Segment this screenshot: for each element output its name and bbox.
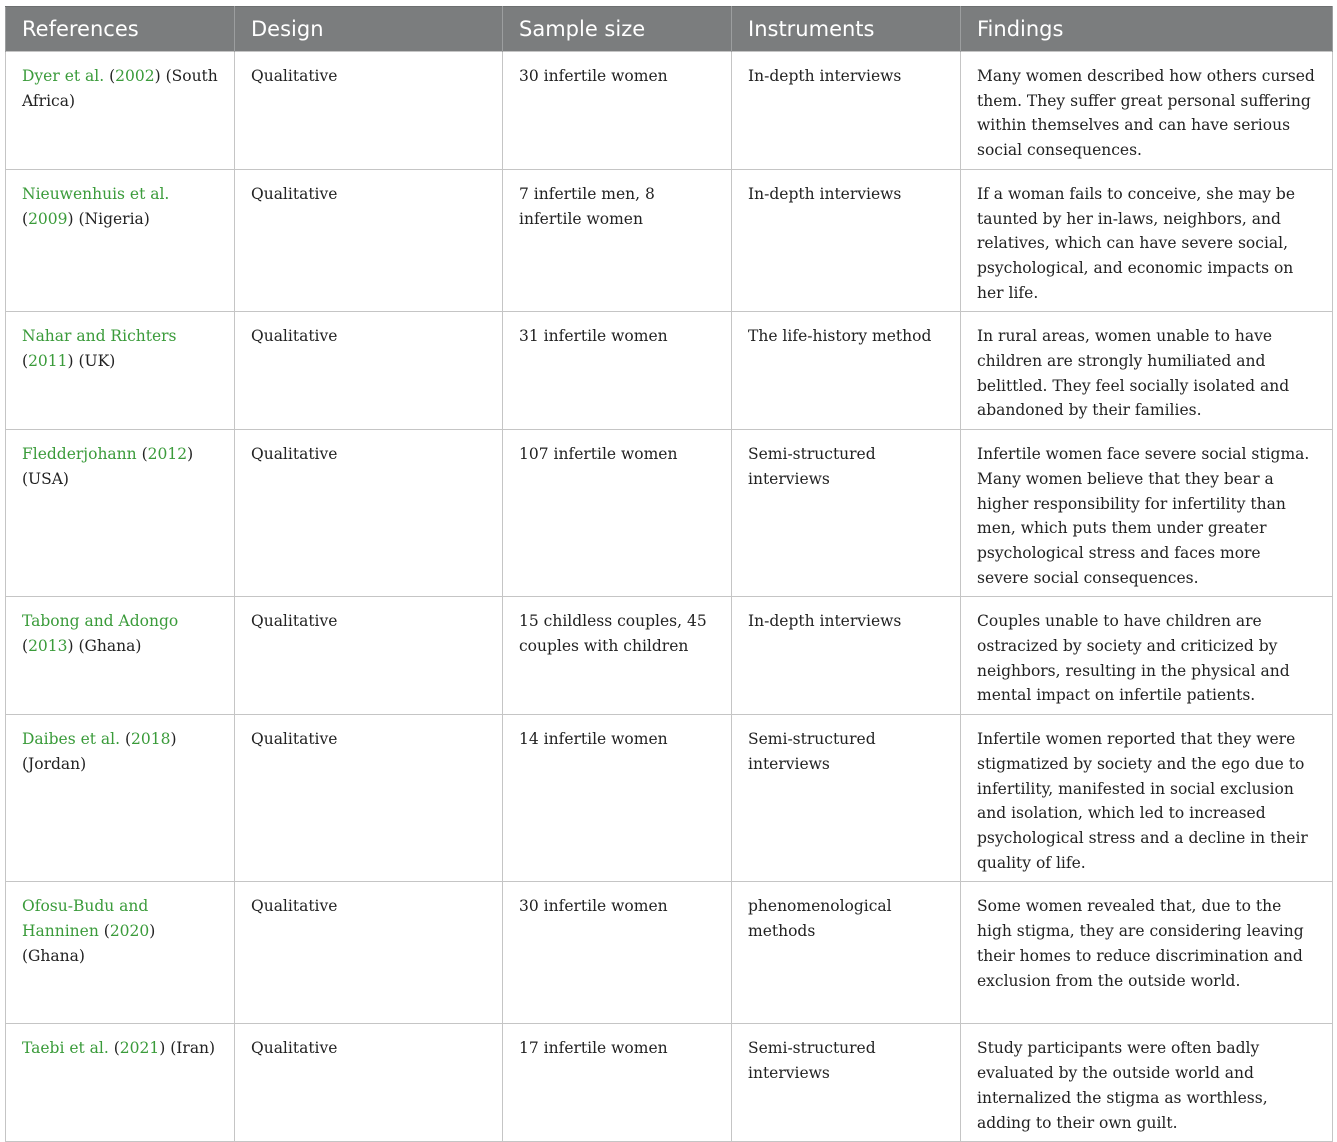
citation-year-link[interactable]: 2021	[119, 1039, 160, 1058]
citation-authors-link[interactable]: Nieuwenhuis et al.	[22, 184, 170, 203]
study-location: (UK)	[78, 352, 116, 371]
findings-cell: Infertile women reported that they were stigmatized by society and the ego due to infertility, manifested in social exclusion and isolation, which led to increased psychological stress and a decline in their quality of life.	[961, 715, 1333, 882]
header-references: References	[6, 7, 235, 52]
design-cell: Qualitative	[235, 52, 503, 170]
study-location: (Ghana)	[22, 946, 85, 965]
findings-cell: If a woman fails to conceive, she may be taunted by her in-laws, neighbors, and relatives, which can have severe social, psychological, and economic impacts on her life.	[961, 169, 1333, 312]
reference-cell: Tabong and Adongo (2013) (Ghana)	[6, 597, 235, 715]
study-location: (Iran)	[170, 1039, 216, 1058]
sample-size-cell: 31 infertile women	[503, 312, 732, 430]
reference-cell: Taebi et al. (2021) (Iran)	[6, 1024, 235, 1142]
study-location: (Jordan)	[22, 754, 87, 773]
header-findings: Findings	[961, 7, 1333, 52]
study-location: (South Africa)	[22, 67, 218, 110]
instrument-cell: The life-history method	[732, 312, 961, 430]
design-cell: Qualitative	[235, 169, 503, 312]
citation-year-link[interactable]: 2018	[131, 730, 171, 749]
header-row	[6, 7, 1333, 52]
findings-cell: Infertile women face severe social stigma. Many women believe that they bear a higher responsibility for infertility than men, which puts them under greater psychological stress and faces more severe social consequences.	[961, 430, 1333, 597]
table-row	[6, 312, 1333, 430]
instrument-cell: Semi-structured interviews	[732, 1024, 961, 1142]
table-row	[6, 52, 1333, 170]
table-row	[6, 597, 1333, 715]
table-row	[6, 882, 1333, 1024]
table-row	[6, 430, 1333, 597]
citation-authors-link[interactable]: Taebi et al.	[22, 1039, 109, 1058]
design-cell: Qualitative	[235, 597, 503, 715]
reference-cell: Nahar and Richters (2011) (UK)	[6, 312, 235, 430]
header-design: Design	[235, 7, 503, 52]
findings-cell: In rural areas, women unable to have children are strongly humiliated and belittled. They feel socially isolated and abandoned by their families.	[961, 312, 1333, 430]
citation-authors-link[interactable]: Tabong and Adongo	[22, 612, 179, 631]
reference-cell: Daibes et al. (2018) (Jordan)	[6, 715, 235, 882]
reference-cell: Dyer et al. (2002) (South Africa)	[6, 52, 235, 170]
citation-year-link[interactable]: 2013	[28, 637, 68, 656]
citation-year-link[interactable]: 2011	[28, 352, 68, 371]
design-cell: Qualitative	[235, 312, 503, 430]
instrument-cell: Semi-structured interviews	[732, 715, 961, 882]
sample-size-cell: 17 infertile women	[503, 1024, 732, 1142]
design-cell: Qualitative	[235, 715, 503, 882]
sample-size-cell: 30 infertile women	[503, 52, 732, 170]
sample-size-cell: 15 childless couples, 45 couples with children	[503, 597, 732, 715]
findings-cell: Couples unable to have children are ostracized by society and criticized by neighbors, resulting in the physical and mental impact on infertile patients.	[961, 597, 1333, 715]
citation-authors-link[interactable]: Ofosu-Budu and Hanninen	[22, 897, 149, 941]
sample-size-cell: 107 infertile women	[503, 430, 732, 597]
reference-cell: Ofosu-Budu and Hanninen (2020) (Ghana)	[6, 882, 235, 1024]
instrument-cell: Semi-structured interviews	[732, 430, 961, 597]
table-row	[6, 1024, 1333, 1142]
citation-year-link[interactable]: 2009	[28, 209, 68, 228]
instrument-cell: In-depth interviews	[732, 52, 961, 170]
sample-size-cell: 14 infertile women	[503, 715, 732, 882]
citation-authors-link[interactable]: Daibes et al.	[22, 730, 121, 749]
instrument-cell: phenomenological methods	[732, 882, 961, 1024]
findings-cell: Study participants were often badly evaluated by the outside world and internalized the stigma as worthless, adding to their own guilt.	[961, 1024, 1333, 1142]
instrument-cell: In-depth interviews	[732, 169, 961, 312]
findings-cell: Some women revealed that, due to the high stigma, they are considering leaving their homes to reduce discrimination and exclusion from the outside world.	[961, 882, 1333, 1024]
study-location: (USA)	[22, 469, 69, 488]
header-instruments: Instruments	[732, 7, 961, 52]
citation-authors-link[interactable]: Dyer et al.	[22, 67, 105, 85]
sample-size-cell: 7 infertile men, 8 infertile women	[503, 169, 732, 312]
table-row	[6, 715, 1333, 882]
reference-cell: Fledderjohann (2012) (USA)	[6, 430, 235, 597]
sample-size-cell: 30 infertile women	[503, 882, 732, 1024]
study-location: (Ghana)	[78, 637, 142, 656]
study-location: (Nigeria)	[78, 209, 150, 228]
table-row	[6, 169, 1333, 312]
header-sample-size: Sample size	[503, 7, 732, 52]
design-cell: Qualitative	[235, 430, 503, 597]
citation-authors-link[interactable]: Nahar and Richters	[22, 327, 177, 346]
citation-year-link[interactable]: 2002	[115, 67, 155, 85]
findings-cell: Many women described how others cursed them. They suffer great personal suffering within themselves and can have serious social consequences.	[961, 52, 1333, 170]
instrument-cell: In-depth interviews	[732, 597, 961, 715]
citation-year-link[interactable]: 2012	[147, 445, 188, 464]
design-cell: Qualitative	[235, 882, 503, 1024]
design-cell: Qualitative	[235, 1024, 503, 1142]
reference-cell: Nieuwenhuis et al. (2009) (Nigeria)	[6, 169, 235, 312]
citation-year-link[interactable]: 2020	[109, 922, 150, 941]
references-table	[5, 6, 1333, 1142]
citation-authors-link[interactable]: Fledderjohann	[22, 445, 137, 464]
